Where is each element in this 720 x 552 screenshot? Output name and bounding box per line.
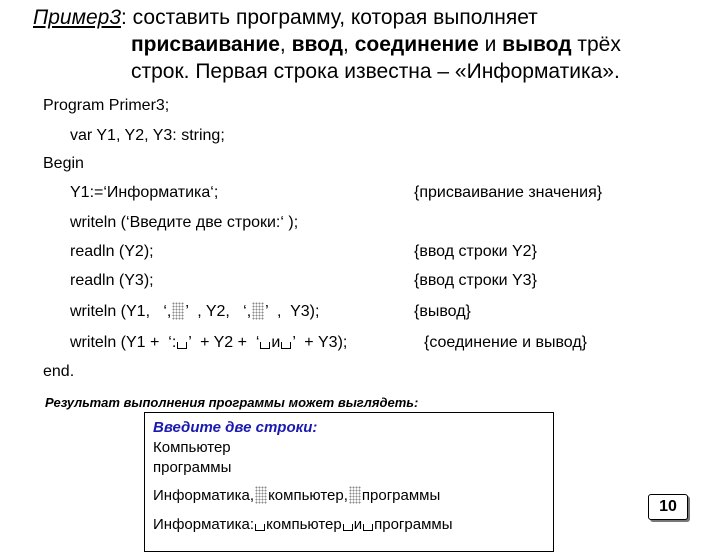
code-line-assign: Y1:=‘Информатика‘; (70, 184, 219, 201)
space-marker (255, 524, 265, 531)
output-r2-part-1: Информатика: (153, 516, 255, 533)
comment-output: {вывод} (414, 303, 471, 320)
output-r1-part-1: Информатика, (153, 487, 255, 504)
code-l9-part-3: и (271, 334, 281, 351)
space-marker (177, 342, 187, 349)
program-output-box (144, 412, 554, 552)
title-text-1: : составить программу, которая выполняет (121, 6, 538, 29)
output-result-2 (153, 515, 452, 534)
output-r2-part-3: и (353, 516, 363, 533)
task-title (33, 4, 713, 85)
output-input-2: программы (153, 459, 232, 476)
output-result-1 (153, 486, 440, 505)
code-line-writeln-output (70, 302, 319, 322)
title-line-3: строк. Первая строка известна – «Информатика». (131, 60, 620, 83)
code-l8-part-1: writeln (Y1, ‘, (70, 303, 172, 320)
title-sep-3: и (478, 33, 503, 56)
page-number-badge: 10 (648, 494, 688, 520)
code-line-writeln-prompt: writeln (‘Введите две строки:‘ ); (70, 214, 299, 231)
code-l8-part-2: ’ , Y2, ‘, (185, 303, 252, 320)
title-line-2 (33, 31, 713, 58)
word-input: ввод (291, 33, 344, 56)
space-marker (363, 524, 373, 531)
title-sep-2: , (343, 33, 355, 56)
output-prompt: Введите две строки: (153, 419, 318, 436)
output-r2-part-2: компьютер (266, 516, 342, 533)
space-marker (281, 342, 291, 349)
title-sep-1: , (279, 33, 292, 56)
code-line-begin: Begin (43, 155, 84, 172)
output-r1-part-2: компьютер, (268, 487, 348, 504)
space-marker (343, 524, 353, 531)
code-line-readln-y3: readln (Y3); (70, 272, 154, 289)
code-l9-part-4: ’ + Y3); (292, 334, 348, 351)
code-l8-part-3: ’ , Y3); (265, 303, 320, 320)
comment-concat-output: {соединение и вывод} (424, 334, 588, 351)
output-input-1: Компьютер (153, 439, 231, 456)
space-marker (349, 486, 361, 504)
word-output: вывод (502, 33, 572, 56)
result-label: Результат выполнения программы может выглядеть: (45, 395, 419, 410)
word-assignment: присваивание (131, 33, 280, 56)
output-r1-part-3: программы (361, 487, 441, 504)
word-concatenation: соединение (354, 33, 479, 56)
code-line-program: Program Primer3; (43, 97, 170, 114)
example-label: Пример3 (33, 6, 122, 29)
title-tail-2: трёх (571, 33, 621, 56)
comment-input-y2: {ввод строки Y2} (414, 243, 537, 260)
code-l9-part-2: ’ + Y2 + ‘ (188, 334, 260, 351)
comment-assign: {присваивание значения} (414, 184, 603, 201)
output-r2-part-4: программы (374, 516, 453, 533)
code-line-writeln-concat (70, 333, 347, 353)
space-marker (252, 302, 264, 320)
space-marker (255, 486, 267, 504)
comment-input-y3: {ввод строки Y3} (414, 272, 537, 289)
code-line-end: end. (43, 363, 75, 380)
space-marker (260, 342, 270, 349)
code-line-readln-y2: readln (Y2); (70, 243, 154, 260)
code-l9-part-1: writeln (Y1 + ‘: (70, 334, 177, 351)
space-marker (172, 302, 184, 320)
code-line-var: var Y1, Y2, Y3: string; (70, 127, 225, 144)
